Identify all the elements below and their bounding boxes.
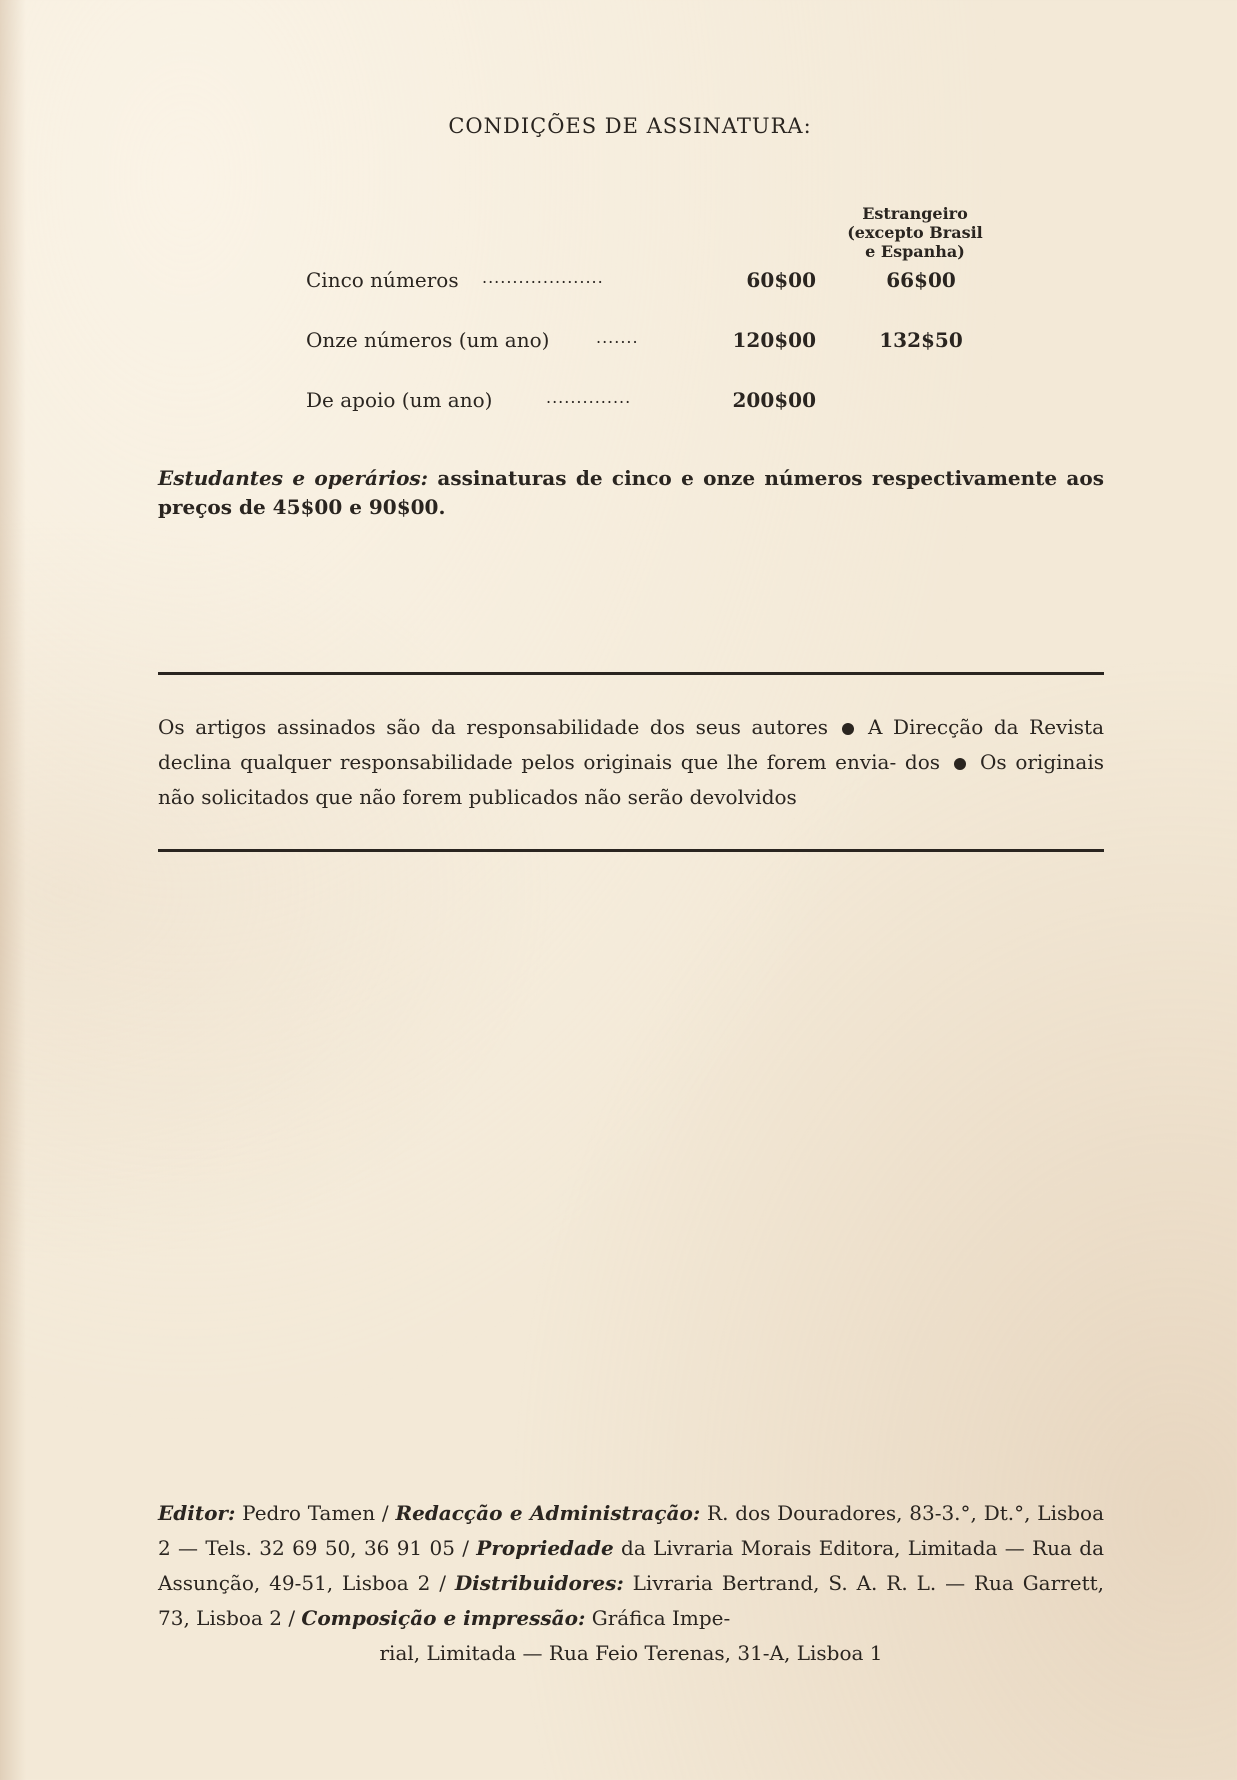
redaccao-text: R. dos Douradores, 83-3.°, Dt.°, Lisboa 2 — Tels. 32 69 50, 36 91 05 / xyxy=(158,1501,1104,1560)
redaccao-label: Redacção e Administração: xyxy=(395,1501,701,1525)
price-foreign: 132$50 xyxy=(879,328,963,352)
distribuidores-text: Livraria Bertrand, S. A. R. L. — Rua Garrett, 73, Lisboa 2 / xyxy=(158,1571,1104,1630)
distribuidores-label: Distribuidores: xyxy=(454,1571,624,1595)
responsibility-notice xyxy=(158,710,1104,815)
divider-bottom xyxy=(158,849,1104,852)
foreign-header-line: (excepto Brasil xyxy=(847,223,983,242)
colophon-last-line: rial, Limitada — Rua Feio Terenas, 31-A, Lisboa 1 xyxy=(379,1641,883,1665)
foreign-price-header xyxy=(830,204,1000,261)
price-label: Onze números (um ano) xyxy=(306,328,550,352)
composicao-label: Composição e impressão: xyxy=(301,1606,586,1630)
editor-text: Pedro Tamen / xyxy=(235,1501,396,1525)
page-title: CONDIÇÕES DE ASSINATURA: xyxy=(448,114,812,138)
price-domestic: 200$00 xyxy=(732,388,816,412)
editor-label: Editor: xyxy=(158,1501,236,1525)
propriedade-text: da Livraria Morais Editora, Limitada — Rua da Assunção, 49-51, Lisboa 2 / xyxy=(158,1536,1104,1595)
price-label: Cinco números xyxy=(306,268,459,292)
colophon xyxy=(158,1496,1104,1671)
notice-part-1: Os artigos assinados são da responsabilidade dos seus autores xyxy=(158,715,829,739)
bullet-icon xyxy=(842,723,854,735)
price-domestic: 60$00 xyxy=(746,268,816,292)
bullet-icon xyxy=(954,758,966,770)
price-foreign: 66$00 xyxy=(886,268,956,292)
price-domestic: 120$00 xyxy=(732,328,816,352)
notice-part-2: A Direcção da Revista declina qualquer responsabilidade pelos originais que lhe forem envia- dos xyxy=(158,715,1104,774)
students-text: assinaturas de cinco e onze números respectivamente aos preços de 45$00 e 90$00. xyxy=(158,466,1104,519)
price-leader-dots: .................... xyxy=(482,268,604,287)
price-leader-dots: ....... xyxy=(596,328,639,347)
notice-part-3: Os originais não solicitados que não forem publicados não serão devolvidos xyxy=(158,750,1104,809)
foreign-header-line: Estrangeiro xyxy=(862,204,968,223)
page-spine-shadow xyxy=(0,0,26,1780)
propriedade-label: Propriedade xyxy=(476,1536,614,1560)
price-label: De apoio (um ano) xyxy=(306,388,493,412)
students-lead: Estudantes e operários: xyxy=(158,466,429,490)
students-note xyxy=(158,464,1104,522)
divider-top xyxy=(158,672,1104,675)
composicao-text: Gráfica Impe- xyxy=(585,1606,731,1630)
foreign-header-line: e Espanha) xyxy=(865,242,965,261)
price-leader-dots: .............. xyxy=(546,388,632,407)
